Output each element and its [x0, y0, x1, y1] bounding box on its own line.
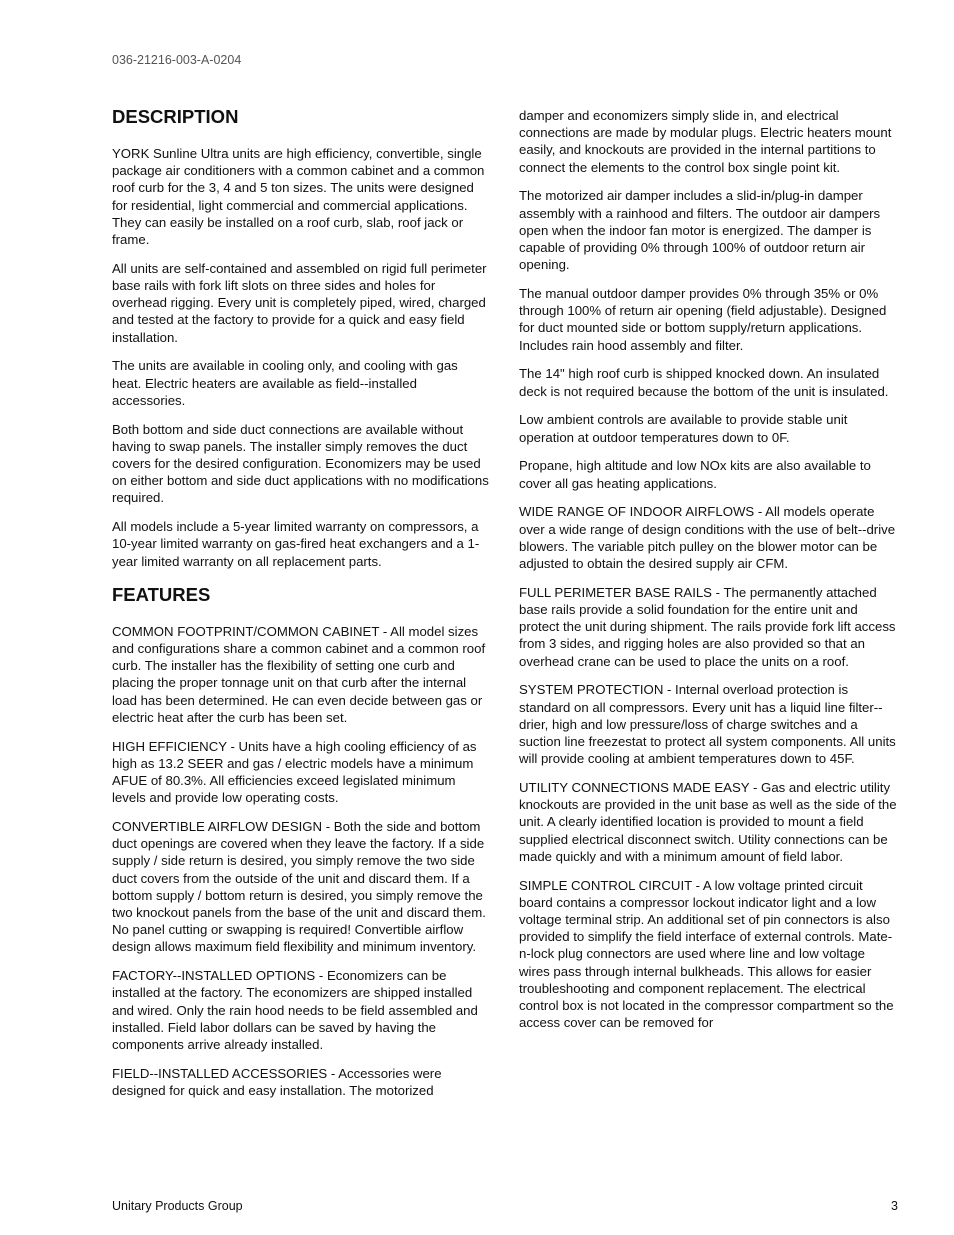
- feature-paragraph: FIELD--INSTALLED ACCESSORIES - Accessories were designed for quick and easy installation. The motorized: [112, 1065, 442, 1099]
- page-number: 3: [891, 1199, 898, 1213]
- description-paragraph: All models include a 5-year limited warranty on compressors, a 10-year limited warranty on gas-fired heat exchangers and a 1-year limited warranty on all replacement parts.: [112, 519, 480, 569]
- description-paragraph: YORK Sunline Ultra units are high efficiency, convertible, single package air conditioners with a common cabinet and a common roof curb for the 3, 4 and 5 ton sizes. The units were designed for residential, light commercial and commercial applications. They can easily be installed on a roof curb, slab, roof jack or frame.: [112, 146, 485, 248]
- left-column: [112, 106, 490, 1111]
- feature-paragraph: COMMON FOOTPRINT/COMMON CABINET - All model sizes and configurations share a common cabinet and a common roof curb. The installer has the flexibility of setting one curb and placing the proper tonnage unit on that curb after the internal load has been determined. He can even decide between gas or electric heat after the curb has been set.: [112, 623, 486, 725]
- description-heading: DESCRIPTION: [112, 106, 239, 127]
- feature-paragraph: The 14" high roof curb is shipped knocked down. An insulated deck is not required because the bottom of the unit is insulated.: [519, 366, 889, 399]
- description-paragraph: Both bottom and side duct connections are available without having to swap panels. The installer simply removes the duct covers for the desired configuration. Economizers may be used on either bottom and side duct applications with no modifications required.: [112, 421, 489, 506]
- feature-paragraph: WIDE RANGE OF INDOOR AIRFLOWS - All models operate over a wide range of design conditions with the use of belt--drive blowers. The variable pitch pulley on the blower motor can be adjusted to obtain the desired supply air CFM.: [519, 504, 896, 572]
- feature-paragraph: SYSTEM PROTECTION - Internal overload protection is standard on all compressors. Every unit has a liquid line filter--drier, high and low pressure/loss of charge switches and a suction line freezestat to protect all system components. All units will provide cooling at ambient temperatures down to 45F.: [519, 682, 896, 767]
- feature-paragraph: FACTORY--INSTALLED OPTIONS - Economizers can be installed at the factory. The economizers are shipped installed and wired. Only the rain hood needs to be field assembled and installed. Field labor dollars can be saved by having the components arrive already installed.: [112, 968, 478, 1053]
- feature-paragraph: UTILITY CONNECTIONS MADE EASY - Gas and electric utility knockouts are provided in the unit base as well as the side of the unit. A clearly identified location is provided to mount a field supplied electrical disconnect switch. Utility connections can be made quickly and with a minimum amount of field labor.: [519, 780, 897, 864]
- feature-paragraph: CONVERTIBLE AIRFLOW DESIGN - Both the side and bottom duct openings are covered when they leave the factory. If a side supply / side return is desired, you simply remove the two side duct covers from the outside of the unit and discard them. If a bottom supply / bottom return is desired, you simply remove the two knockout panels from the base of the unit and discard them. No panel cutting or swapping is required! Convertible airflow design allows maximum field flexibility and minimum inventory.: [112, 819, 486, 955]
- feature-paragraph: The motorized air damper includes a slid-in/plug-in damper assembly with a rainhood and filters. The outdoor air dampers open when the indoor fan motor is energized. The damper is capable of providing 0% through 100% of outdoor return air opening.: [519, 188, 881, 273]
- feature-paragraph: damper and economizers simply slide in, and electrical connections are made by modular plugs. Electric heaters mount easily, and knockouts are provided in the internal partitions to connect the elements to the control box single point kit.: [519, 108, 892, 175]
- description-paragraph: All units are self-contained and assembled on rigid full perimeter base rails with fork lift slots on three sides and holes for overhead rigging. Every unit is completely piped, wired, charged and tested at the factory to provide for a quick and easy field installation.: [112, 260, 487, 345]
- features-heading: FEATURES: [112, 583, 211, 605]
- feature-paragraph: Low ambient controls are available to provide stable unit operation at outdoor temperatures down to 0F.: [519, 412, 848, 445]
- document-number: 036-21216-003-A-0204: [112, 53, 242, 67]
- feature-paragraph: Propane, high altitude and low NOx kits are also available to cover all gas heating applications.: [519, 458, 871, 491]
- right-column: [519, 107, 899, 1043]
- feature-paragraph: HIGH EFFICIENCY - Units have a high cooling efficiency of as high as 13.2 SEER and gas / electric models have a minimum AFUE of 80.3%. All efficiencies exceed legislated minimum levels and provide low operating costs.: [112, 738, 477, 806]
- feature-paragraph: SIMPLE CONTROL CIRCUIT - A low voltage printed circuit board contains a compressor lockout indicator light and a low voltage terminal strip. An additional set of pin connectors is also provided to simplify the field interface of external controls. Mate-n-lock plug connectors are used where line and low voltage wires pass through internal bulkheads. This allows for easier troubleshooting and component replacement. The electrical control box is not located in the compressor compartment so the access cover can be removed for: [519, 877, 894, 1031]
- footer-publisher: Unitary Products Group: [112, 1199, 243, 1213]
- feature-paragraph: FULL PERIMETER BASE RAILS - The permanently attached base rails provide a solid foundation for the entire unit and protect the unit during shipment. The rails provide fork lift access from 3 sides, and rigging holes are also provided so that an overhead crane can be used to place the units on a roof.: [519, 584, 896, 669]
- feature-paragraph: The manual outdoor damper provides 0% through 35% or 0% through 100% of return air opening (field adjustable). Designed for duct mounted side or bottom supply/return applications. Includes rain hood assembly and filter.: [519, 286, 887, 353]
- description-paragraph: The units are available in cooling only, and cooling with gas heat. Electric heaters are available as field--installed accessories.: [112, 358, 458, 408]
